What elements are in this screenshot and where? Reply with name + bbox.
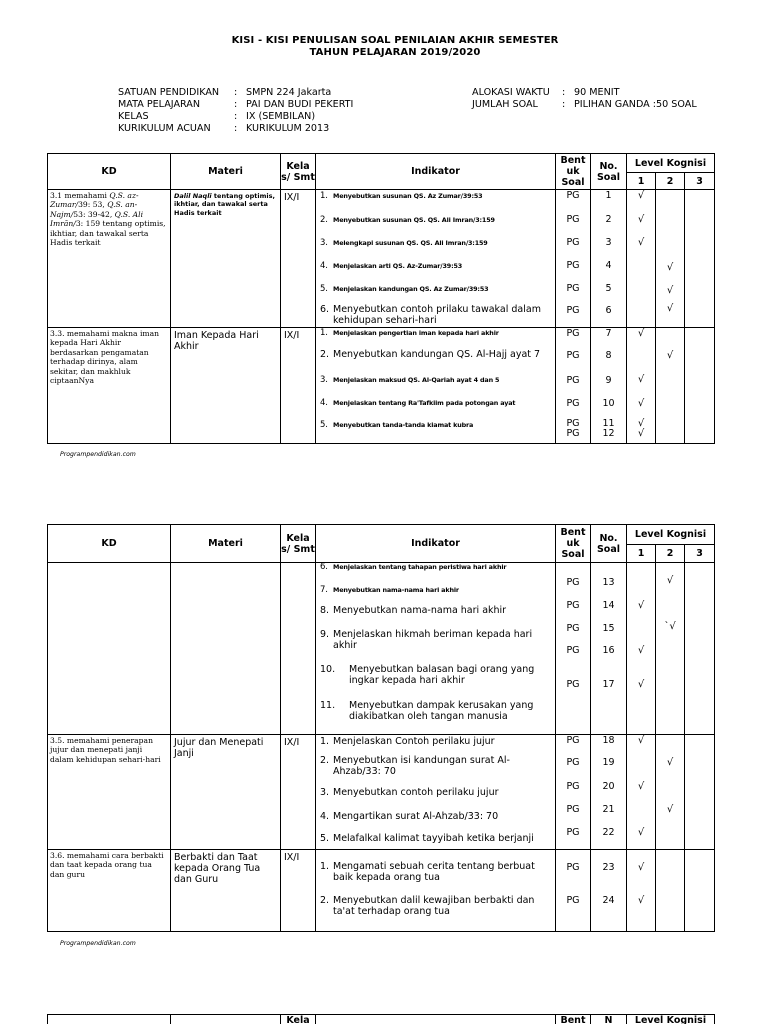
footer-source: Programpendidikan.com — [60, 451, 136, 458]
info-row: SATUAN PENDIDIKAN : SMPN 224 Jakarta — [118, 87, 332, 98]
kelas-cell — [281, 563, 316, 735]
indikator-item: 10. Menyebutkan balasan bagi orang yang ingkar kepada hari akhir — [320, 664, 535, 686]
kelas-cell: IX/I — [281, 735, 316, 850]
indikator-cell — [316, 850, 556, 932]
indikator-item: 3. Melengkapi susunan QS. QS. Ali Imran/3:159 — [320, 238, 488, 248]
header-level-kognisi: Level Kognisi — [627, 525, 715, 545]
kisi-table-2 — [47, 524, 715, 932]
header-kd: KD — [48, 525, 171, 563]
materi-cell: Iman Kepada Hari Akhir — [171, 328, 281, 444]
indikator-item: 2. Menyebutkan dalil kewajiban berbakti dan ta'at terhadap orang tua — [320, 895, 535, 917]
kd-cell: 3.5. memahami penerapan jujur dan menepati janji dalam kehidupan sehari-hari — [48, 735, 171, 850]
info-left — [118, 87, 353, 135]
indikator-item: 5. Melafalkal kalimat tayyibah ketika berjanji — [320, 833, 534, 844]
indikator-item: 3. Menjelaskan maksud QS. Al-Qariah ayat 4 dan 5 — [320, 375, 500, 385]
info-row: KURIKULUM ACUAN : KURIKULUM 2013 — [118, 123, 330, 134]
level-3-cell — [685, 850, 715, 932]
header-level-kognisi: Level Kognisi — [627, 154, 715, 173]
header-kelas: Kela — [281, 1015, 316, 1024]
header-level-kognisi: Level Kognisi — [627, 1015, 715, 1024]
header-level-3: 3 — [685, 173, 715, 190]
indikator-cell — [316, 190, 556, 328]
no-soal-cell: 18 19 20 21 22 — [591, 735, 627, 850]
header-materi: Materi — [171, 154, 281, 190]
kd-cell — [48, 563, 171, 735]
header-level-1: 1 — [627, 545, 656, 563]
indikator-item: 1. Menyebutkan susunan QS. Az Zumar/39:53 — [320, 191, 483, 201]
indikator-item: 1. Menjelaskan Contoh perilaku jujur — [320, 736, 495, 747]
level-3-cell — [685, 190, 715, 328]
level-1-cell: √ √ — [627, 850, 656, 932]
bentuk-soal-cell: PG PG PG PG PG — [556, 735, 591, 850]
table-row — [48, 563, 715, 735]
materi-cell: Jujur dan Menepati Janji — [171, 735, 281, 850]
level-3-cell — [685, 328, 715, 444]
table-row — [48, 190, 715, 328]
header-indikator — [316, 1015, 556, 1024]
info-row: ALOKASI WAKTU : 90 MENIT — [472, 87, 620, 98]
materi-cell — [171, 563, 281, 735]
indikator-item: 11. Menyebutkan dampak kerusakan yang diakibatkan oleh tangan manusia — [320, 700, 534, 722]
indikator-item: 7. Menyebutkan nama-nama hari akhir — [320, 585, 459, 595]
no-soal-cell: 7 8 9 10 11 12 — [591, 328, 627, 444]
indikator-cell — [316, 328, 556, 444]
bentuk-soal-cell: PG PG PG PG PG PG — [556, 328, 591, 444]
header-kelas: Kela s/ Smt — [281, 154, 316, 190]
info-row: MATA PELAJARAN : PAI DAN BUDI PEKERTI — [118, 99, 354, 110]
header-materi — [171, 1015, 281, 1024]
no-soal-cell: 13 14 15 16 17 — [591, 563, 627, 735]
level-2-cell: √ √ √ — [656, 190, 685, 328]
header-bentuk-soal: Bent uk Soal — [556, 525, 591, 563]
header-no-soal: No. Soal — [591, 154, 627, 190]
bentuk-soal-cell: PG PG — [556, 850, 591, 932]
indikator-item: 2. Menyebutkan kandungan QS. Al-Hajj ayat 7 — [320, 349, 541, 360]
level-1-cell: √ √ √ — [627, 563, 656, 735]
header-kd — [48, 1015, 171, 1024]
level-3-cell — [685, 563, 715, 735]
info-row: JUMLAH SOAL : PILIHAN GANDA :50 SOAL — [472, 99, 697, 110]
indikator-item: 1. Menjelaskan pengertian iman kepada hari akhir — [320, 328, 499, 338]
bentuk-soal-cell: PG PG PG PG PG PG — [556, 190, 591, 328]
indikator-item: 2. Menyebutkan susunan QS. QS. Ali Imran/3:159 — [320, 215, 495, 225]
header-indikator: Indikator — [316, 154, 556, 190]
indikator-item: 5. Menyebutkan tanda-tanda kiamat kubra — [320, 420, 474, 430]
indikator-item: 8. Menyebutkan nama-nama hari akhir — [320, 605, 507, 616]
header-bentuk-soal: Bent uk Soal — [556, 154, 591, 190]
indikator-item: 6. Menyebutkan contoh prilaku tawakal dalam kehidupan sehari-hari — [320, 304, 541, 326]
level-3-cell — [685, 735, 715, 850]
header-materi: Materi — [171, 525, 281, 563]
doc-subtitle: TAHUN PELAJARAN 2019/2020 — [309, 47, 481, 58]
indikator-item: 6. Menjelaskan tentang tahapan peristiwa hari akhir — [320, 562, 507, 572]
indikator-item: 1. Mengamati sebuah cerita tentang berbuat baik kepada orang tua — [320, 861, 535, 883]
header-level-3: 3 — [685, 545, 715, 563]
level-1-cell: √ √ √ √ √ — [627, 328, 656, 444]
header-level-1: 1 — [627, 173, 656, 190]
level-1-cell: √ √ √ — [627, 735, 656, 850]
level-2-cell: √ `√ — [656, 563, 685, 735]
kd-cell: 3.3. memahami makna iman kepada Hari Akhir berdasarkan pengamatan terhadap dirinya, alam sekitar, dan makhluk ciptaanNya — [48, 328, 171, 444]
level-2-cell: √ √ — [656, 735, 685, 850]
no-soal-cell: 23 24 — [591, 850, 627, 932]
header-level-2: 2 — [656, 173, 685, 190]
header-kelas: Kela s/ Smt — [281, 525, 316, 563]
indikator-item: 4. Menjelaskan tentang Ra'Tafkiim pada potongan ayat — [320, 398, 516, 408]
indikator-item: 4. Mengartikan surat Al-Ahzab/33: 70 — [320, 811, 499, 822]
indikator-item: 4. Menjelaskan arti QS. Az-Zumar/39:53 — [320, 261, 463, 271]
indikator-item: 2. Menyebutkan isi kandungan surat Al-Ahzab/33: 70 — [320, 755, 510, 777]
materi-cell: Dalil Naqli tentang optimis, ikhtiar, dan tawakal serta Hadis terkait — [171, 190, 281, 328]
indikator-item: 9. Menjelaskan hikmah beriman kepada hari akhir — [320, 629, 533, 651]
doc-title: KISI - KISI PENULISAN SOAL PENILAIAN AKHIR SEMESTER — [231, 35, 559, 46]
footer-source: Programpendidikan.com — [60, 940, 136, 947]
indikator-cell — [316, 735, 556, 850]
header-kd: KD — [48, 154, 171, 190]
indikator-item: 5. Menjelaskan kandungan QS. Az Zumar/39:53 — [320, 284, 489, 294]
kelas-cell: IX/I — [281, 190, 316, 328]
indikator-cell — [316, 563, 556, 735]
table-row — [48, 328, 715, 444]
level-2-cell — [656, 850, 685, 932]
no-soal-cell: 1 2 3 4 5 6 — [591, 190, 627, 328]
header-level-2: 2 — [656, 545, 685, 563]
table-row — [48, 735, 715, 850]
kd-cell: 3.1 memahami Q.S. az-Zumar/39: 53, Q.S. an-Najm/53: 39-42, Q.S. Ali Imrān/3: 159 tentang optimis, ikhtiar, dan tawakal serta Hadis terkait — [48, 190, 171, 328]
kelas-cell: IX/I — [281, 328, 316, 444]
level-1-cell: √ √ √ — [627, 190, 656, 328]
kd-cell: 3.6. memahami cara berbakti dan taat kepada orang tua dan guru — [48, 850, 171, 932]
indikator-item: 3. Menyebutkan contoh perilaku jujur — [320, 787, 499, 798]
materi-cell: Berbakti dan Taat kepada Orang Tua dan Guru — [171, 850, 281, 932]
header-no-soal: No. Soal — [591, 525, 627, 563]
kisi-table-1 — [47, 153, 715, 444]
header-no-soal: N — [591, 1015, 627, 1024]
table-row — [48, 850, 715, 932]
level-2-cell: √ — [656, 328, 685, 444]
kisi-table-3 — [47, 1014, 715, 1024]
header-indikator: Indikator — [316, 525, 556, 563]
bentuk-soal-cell: PG PG PG PG PG — [556, 563, 591, 735]
info-right — [472, 87, 697, 111]
header-bentuk-soal: Bent — [556, 1015, 591, 1024]
info-row: KELAS : IX (SEMBILAN) — [118, 111, 316, 122]
kelas-cell: IX/I — [281, 850, 316, 932]
